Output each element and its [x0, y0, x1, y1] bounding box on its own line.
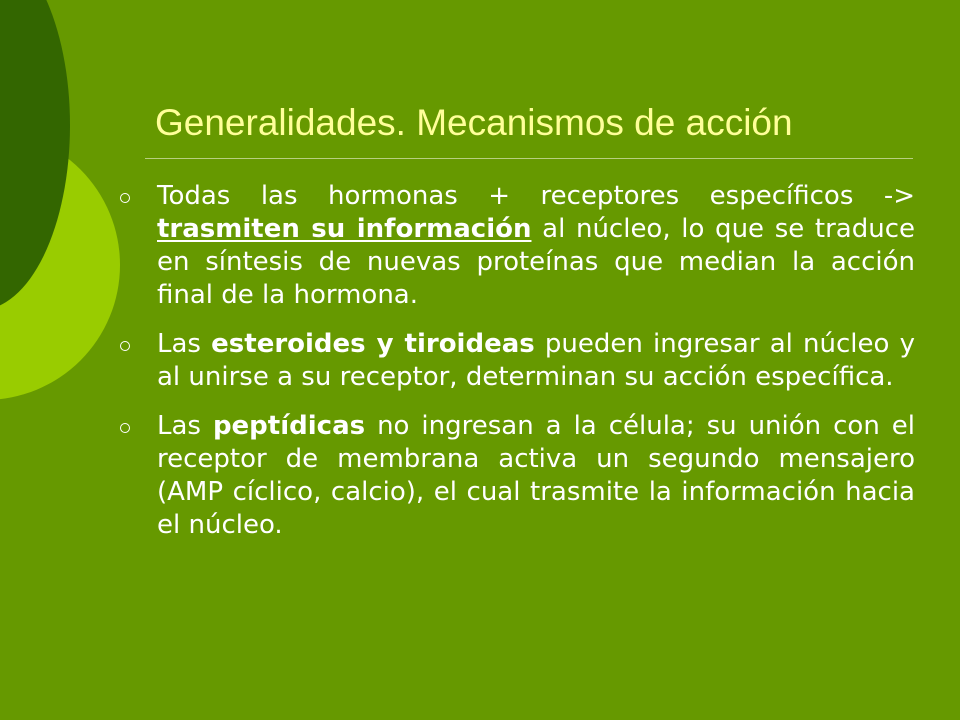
bullet-item: [120, 410, 915, 542]
bullet-text-emphasis: peptídicas: [212, 411, 366, 441]
bullet-item: [120, 180, 915, 312]
bullet-text: Las: [157, 411, 213, 441]
bullet-item: [120, 328, 915, 394]
slide-title: Generalidades. Mecanismos de acción: [155, 102, 793, 143]
bullet-text: Las: [157, 329, 212, 359]
bullet-text: Todas las hormonas + receptores específicos ->: [157, 181, 915, 211]
bullet-text-emphasis: trasmiten su información: [157, 214, 532, 244]
bullet-circle-icon: [120, 193, 130, 203]
bullet-list: [120, 180, 915, 558]
title-divider: [145, 158, 913, 159]
bullet-text: no ingresan a la célula; su unión con el receptor de membrana activa un segundo mensajero (AMP cíclico, calcio), el cual trasmite la información hacia el núcleo.: [157, 411, 915, 540]
bullet-text: pueden ingresar al núcleo y al unirse a su receptor, determinan su acción específica.: [157, 329, 915, 392]
bullet-text-emphasis: esteroides y tiroideas: [211, 329, 535, 359]
bullet-circle-icon: [120, 341, 130, 351]
bullet-text: al núcleo, lo que se traduce en síntesis de nuevas proteínas que median la acción final de la hormona.: [157, 214, 915, 310]
bullet-circle-icon: [120, 423, 130, 433]
